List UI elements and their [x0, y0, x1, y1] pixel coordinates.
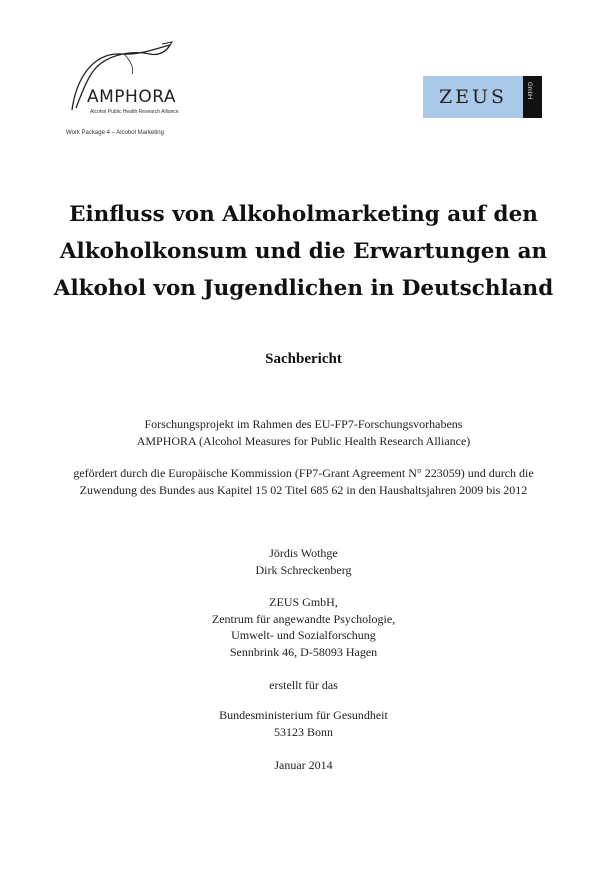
amphora-logo-subtitle: Alcohol Public Health Research Alliance	[90, 109, 179, 115]
zeus-logo	[423, 76, 542, 118]
zeus-logo-gmbh: GmbH	[526, 82, 532, 100]
work-package-label: Work Package 4 – Alcohol Marketing	[66, 130, 164, 136]
amphora-logo-text: AMPHORA	[87, 87, 176, 107]
address-line: ZEUS GmbH,	[269, 595, 338, 609]
address-line: Sennbrink 46, D-58093 Hagen	[229, 644, 378, 659]
report-type: Sachbericht	[265, 351, 342, 367]
funding-line: Zuwendung des Bundes aus Kapitel 15 02 Titel 685 62 in den Haushaltsjahren 2009 bis 2012	[79, 482, 528, 497]
authors	[0, 545, 607, 578]
amphora-logo	[62, 40, 202, 120]
project-line: AMPHORA (Alcohol Measures for Public Health Research Alliance)	[136, 433, 471, 448]
amphora-swoosh-icon	[62, 40, 202, 120]
author-name: Dirk Schreckenberg	[255, 562, 352, 577]
project-description	[0, 416, 607, 449]
recipient	[0, 707, 607, 740]
recipient-line: 53123 Bonn	[273, 724, 333, 739]
page-title	[40, 196, 567, 307]
title-line: Alkoholkonsum und die Erwartungen an	[59, 239, 548, 264]
prepared-for: erstellt für das	[269, 678, 338, 692]
author-name: Jördis Wothge	[269, 546, 338, 560]
funding-note	[0, 465, 607, 498]
zeus-logo-side	[523, 76, 542, 118]
address-line: Umwelt- und Sozialforschung	[231, 628, 376, 642]
funding-line: gefördert durch die Europäische Kommission (FP7-Grant Agreement N° 223059) und durch die	[73, 466, 534, 480]
title-line: Alkohol von Jugendlichen in Deutschland	[53, 276, 554, 301]
title-line: Einfluss von Alkoholmarketing auf den	[69, 202, 538, 227]
report-date: Januar 2014	[274, 758, 333, 772]
address-line: Zentrum für angewandte Psychologie,	[211, 611, 396, 626]
project-line: Forschungsprojekt im Rahmen des EU-FP7-Forschungsvorhabens	[144, 417, 463, 431]
organization-address	[0, 594, 607, 660]
zeus-logo-text: ZEUS	[438, 86, 508, 108]
recipient-line: Bundesministerium für Gesundheit	[219, 708, 388, 722]
zeus-logo-box	[423, 76, 523, 118]
